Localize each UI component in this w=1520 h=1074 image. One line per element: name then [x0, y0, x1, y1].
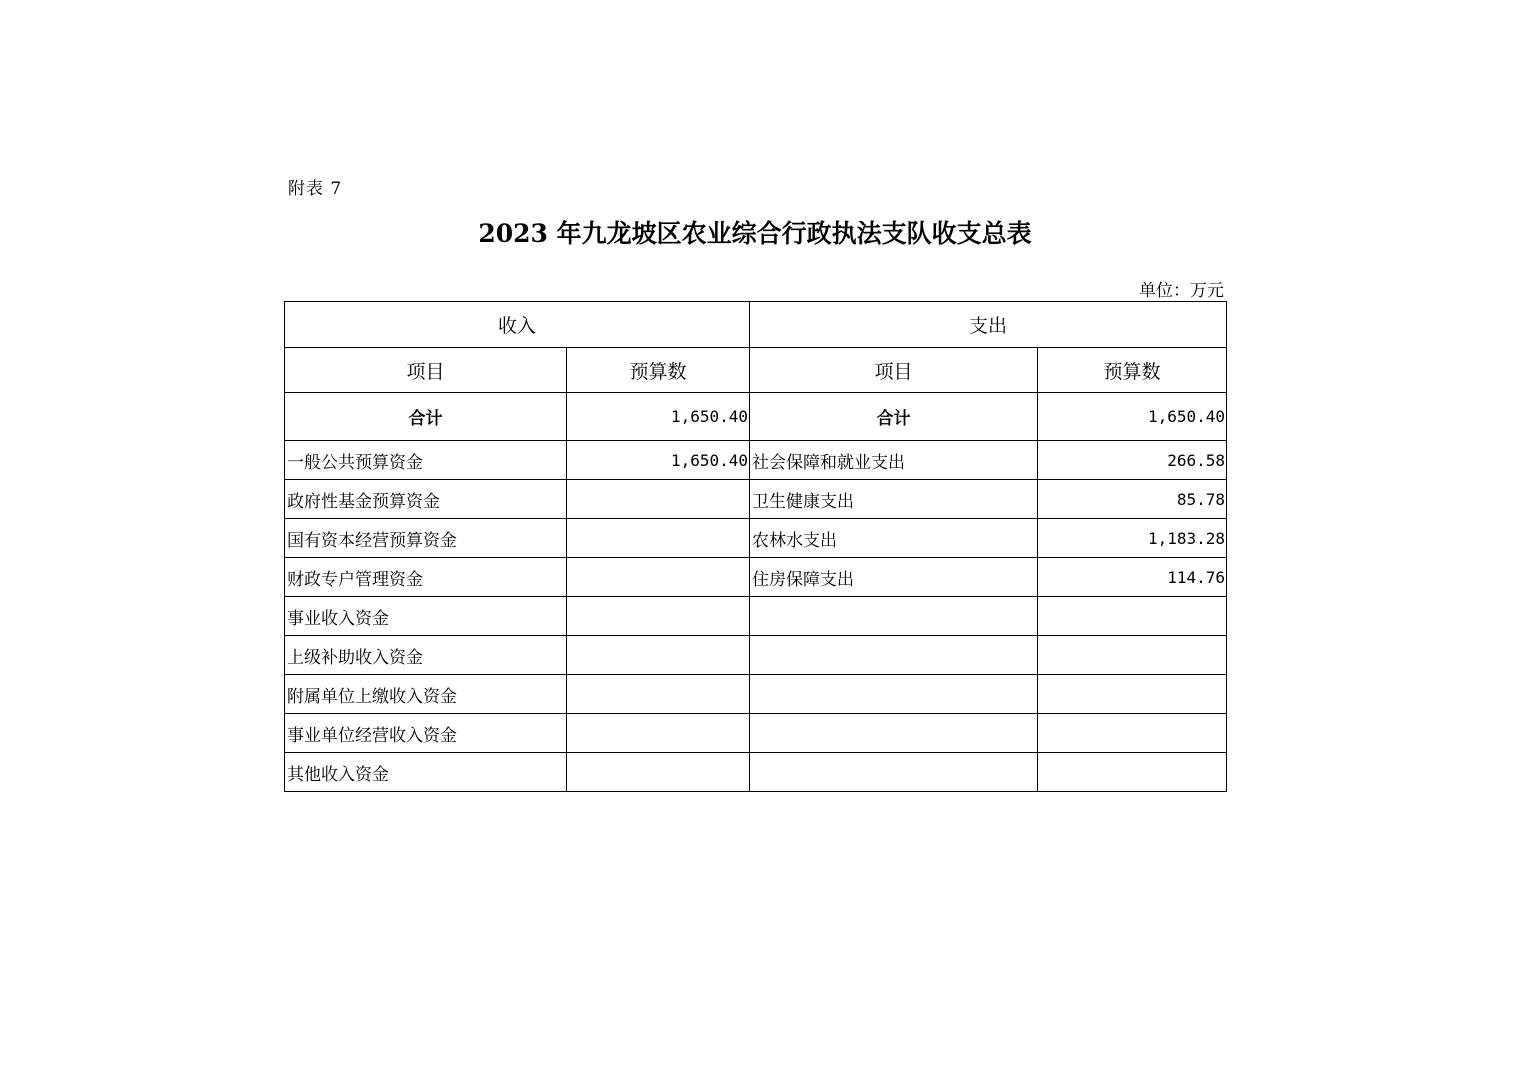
table-body [285, 302, 1227, 792]
table-row [285, 753, 1227, 792]
income-value-cell [567, 597, 750, 636]
expense-total-value: 1,650.40 [1038, 393, 1227, 441]
expense-item-cell [750, 597, 1038, 636]
income-value-cell [567, 753, 750, 792]
table-row [285, 558, 1227, 597]
income-value-cell: 1,650.40 [567, 441, 750, 480]
expense-item-cell: 社会保障和就业支出 [750, 441, 1038, 480]
expense-item-cell [750, 753, 1038, 792]
expense-item-cell: 住房保障支出 [750, 558, 1038, 597]
income-section-header: 收入 [285, 302, 750, 348]
income-value-cell [567, 558, 750, 597]
expense-value-cell [1038, 753, 1227, 792]
income-item-cell: 事业单位经营收入资金 [285, 714, 567, 753]
income-value-cell [567, 636, 750, 675]
income-item-cell: 国有资本经营预算资金 [285, 519, 567, 558]
table-row [285, 519, 1227, 558]
income-item-cell: 附属单位上缴收入资金 [285, 675, 567, 714]
income-item-column-header: 项目 [285, 348, 567, 393]
expense-budget-column-header: 预算数 [1038, 348, 1227, 393]
table-row [285, 441, 1227, 480]
expense-value-cell: 1,183.28 [1038, 519, 1227, 558]
income-value-cell [567, 714, 750, 753]
expense-section-header: 支出 [750, 302, 1227, 348]
income-total-value: 1,650.40 [567, 393, 750, 441]
expense-item-cell: 农林水支出 [750, 519, 1038, 558]
income-value-cell [567, 675, 750, 714]
total-row [285, 393, 1227, 441]
expense-item-cell: 卫生健康支出 [750, 480, 1038, 519]
expense-value-cell [1038, 597, 1227, 636]
expense-total-label: 合计 [750, 393, 1038, 441]
expense-item-cell [750, 714, 1038, 753]
table-row [285, 636, 1227, 675]
income-item-cell: 财政专户管理资金 [285, 558, 567, 597]
expense-value-cell [1038, 714, 1227, 753]
expense-item-cell [750, 636, 1038, 675]
income-item-cell: 一般公共预算资金 [285, 441, 567, 480]
expense-value-cell [1038, 636, 1227, 675]
attachment-label: 附表 7 [288, 179, 343, 199]
income-expense-table [284, 301, 1227, 792]
table-row [285, 597, 1227, 636]
income-item-cell: 政府性基金预算资金 [285, 480, 567, 519]
section-header-row [285, 302, 1227, 348]
income-value-cell [567, 480, 750, 519]
income-item-cell: 上级补助收入资金 [285, 636, 567, 675]
expense-value-cell: 85.78 [1038, 480, 1227, 519]
income-budget-column-header: 预算数 [567, 348, 750, 393]
column-header-row [285, 348, 1227, 393]
unit-label: 单位：万元 [1139, 281, 1224, 301]
expense-item-column-header: 项目 [750, 348, 1038, 393]
income-total-label: 合计 [285, 393, 567, 441]
table-row [285, 675, 1227, 714]
table-row [285, 714, 1227, 753]
income-item-cell: 事业收入资金 [285, 597, 567, 636]
expense-value-cell: 114.76 [1038, 558, 1227, 597]
income-item-cell: 其他收入资金 [285, 753, 567, 792]
expense-item-cell [750, 675, 1038, 714]
table-row [285, 480, 1227, 519]
expense-value-cell [1038, 675, 1227, 714]
expense-value-cell: 266.58 [1038, 441, 1227, 480]
page-title: 2023 年九龙坡区农业综合行政执法支队收支总表 [478, 219, 1032, 248]
income-value-cell [567, 519, 750, 558]
